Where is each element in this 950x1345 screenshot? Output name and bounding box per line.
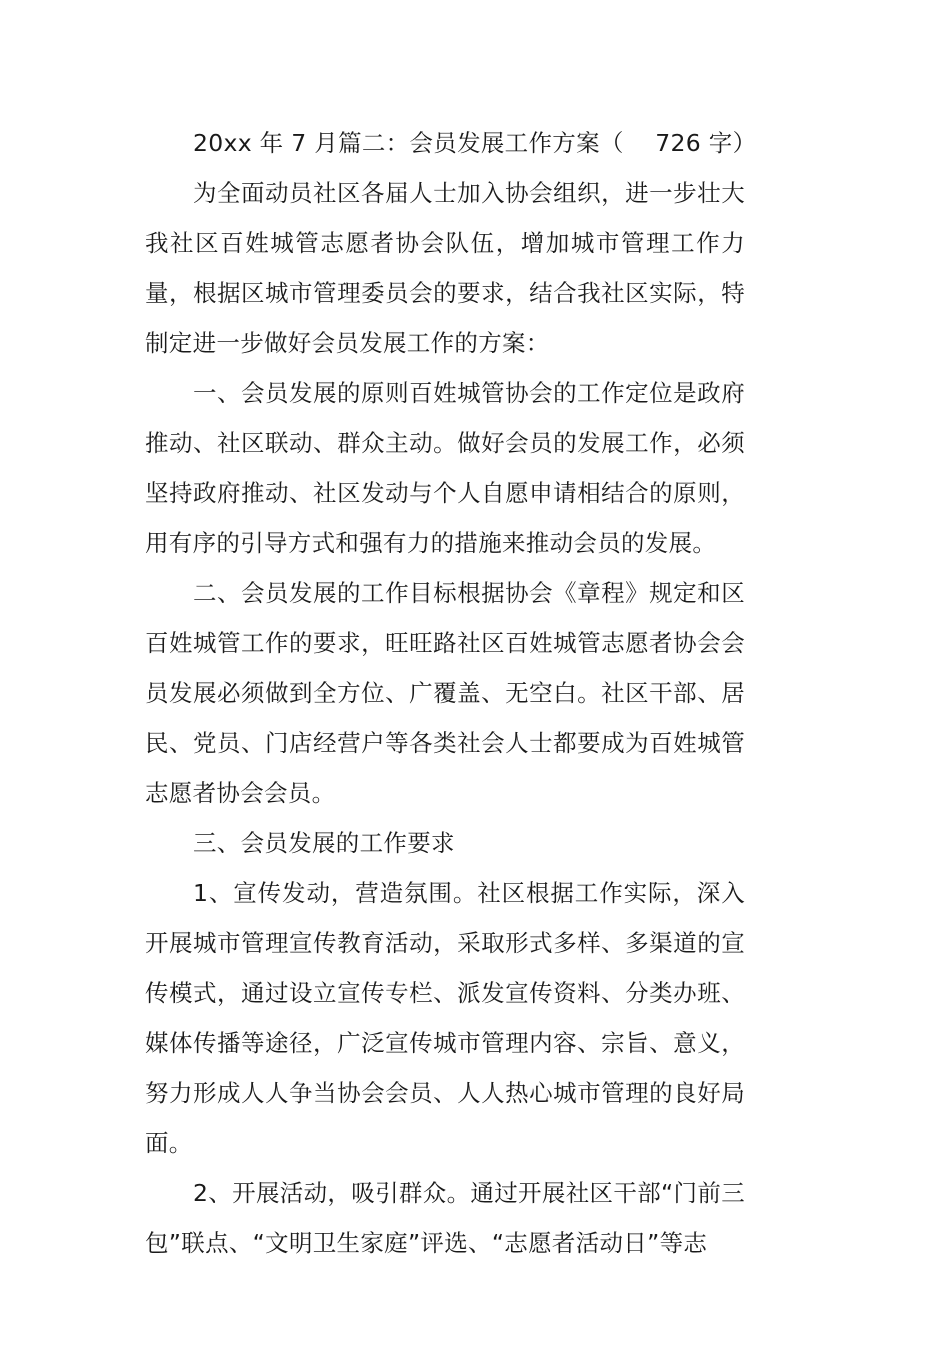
paragraph-principle: 一、会员发展的原则百姓城管协会的工作定位是政府推动、社区联动、群众主动。做好会员的发展工作，必须坚持政府推动、社区发动与个人自愿申请相结合的原则，用有序的引导方式和强有力的措施来推动会员的发展。 [145, 379, 745, 557]
paragraph-publicity: 1、宣传发动，营造氛围。社区根据工作实际，深入开展城市管理宣传教育活动，采取形式多样、多渠道的宣传模式，通过设立宣传专栏、派发宣传资料、分类办班、媒体传播等途径，广泛宣传城市管理内容、宗旨、意义，努力形成人人争当协会会员、人人热心城市管理的良好局面。 [145, 879, 745, 1157]
paragraph-goal: 二、会员发展的工作目标根据协会《章程》规定和区百姓城管工作的要求，旺旺路社区百姓城管志愿者协会会员发展必须做到全方位、广覆盖、无空白。社区干部、居民、党员、门店经营户等各类社会人士都要成为百姓城管志愿者协会会员。 [145, 579, 745, 807]
paragraph-intro: 为全面动员社区各届人士加入协会组织，进一步壮大我社区百姓城管志愿者协会队伍，增加城市管理工作力量，根据区城市管理委员会的要求，结合我社区实际，特制定进一步做好会员发展工作的方案： [145, 179, 745, 357]
document-body [145, 118, 757, 1268]
paragraph-activities: 2、开展活动，吸引群众。通过开展社区干部“门前三包”联点、“文明卫生家庭”评选、“志愿者活动日”等志 [145, 1179, 745, 1257]
document-title-line: 20xx 年 7 月篇二：会员发展工作方案（ 726 字） [193, 129, 757, 157]
paragraph-requirements-heading: 三、会员发展的工作要求 [193, 829, 455, 857]
